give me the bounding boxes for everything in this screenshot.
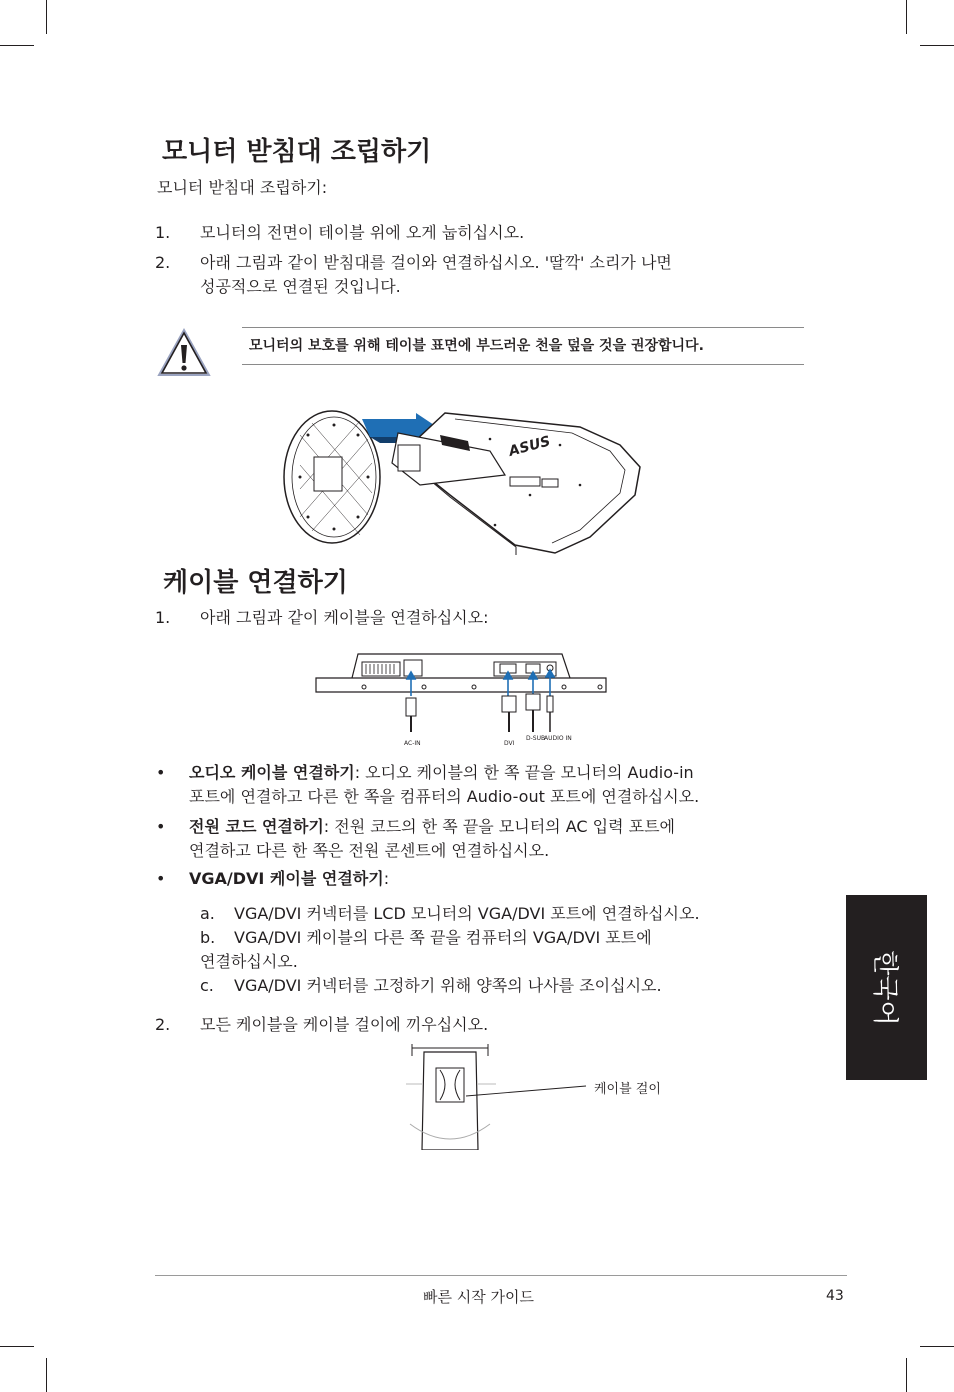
audio-in-label: AUDIO IN <box>544 735 572 742</box>
bullet-item <box>189 867 389 891</box>
step-text-continued: 성공적으로 연결된 것입니다. <box>200 277 401 296</box>
step-number: 2. <box>155 253 171 272</box>
sub-item-text: VGA/DVI 커넥터를 고정하기 위해 양쪽의 나사를 조이십시오. <box>234 976 662 995</box>
cable-holder-figure <box>400 1044 600 1150</box>
bullet-dot: • <box>156 763 166 782</box>
bullet-text: : 전원 코드의 한 쪽 끝을 모니터의 AC 입력 포트에 <box>323 817 676 836</box>
crop-mark <box>920 1346 954 1347</box>
intro-text: 모니터 받침대 조립하기: <box>157 178 328 197</box>
bullet-text: : <box>383 869 390 888</box>
bullet-item <box>189 815 675 839</box>
sub-item-label: a. <box>200 904 215 923</box>
step-number: 1. <box>155 223 171 242</box>
section-title-cables: 케이블 연결하기 <box>163 568 348 598</box>
page-number: 43 <box>826 1288 844 1304</box>
sub-item-text: VGA/DVI 케이블의 다른 쪽 끝을 컴퓨터의 VGA/DVI 포트에 <box>234 928 652 947</box>
sub-item-label: c. <box>200 976 214 995</box>
bullet-dot: • <box>156 869 166 888</box>
warning-icon <box>156 327 212 379</box>
bullet-title: VGA/DVI 케이블 연결하기 <box>189 869 384 888</box>
step-text: 모니터의 전면이 테이블 위에 오게 눕히십시오. <box>200 223 525 242</box>
sub-item-text: VGA/DVI 커넥터를 LCD 모니터의 VGA/DVI 포트에 연결하십시오. <box>234 904 700 923</box>
crop-mark <box>46 1358 47 1392</box>
ac-in-label: AC-IN <box>404 740 421 747</box>
asus-logo: ASUS <box>507 433 553 460</box>
cable-connection-figure <box>314 652 610 748</box>
dsub-label: D-SUB <box>526 735 546 742</box>
step-number: 2. <box>155 1015 171 1034</box>
crop-mark <box>0 1346 34 1347</box>
note-text: 모니터의 보호를 위해 테이블 표면에 부드러운 천을 덮을 것을 권장합니다. <box>249 338 704 354</box>
cable-holder-callout: 케이블 걸이 <box>594 1082 661 1097</box>
stand-assembly-figure <box>280 405 650 555</box>
bullet-title: 오디오 케이블 연결하기 <box>189 763 355 782</box>
step-text: 아래 그림과 같이 케이블을 연결하십시오: <box>200 608 489 627</box>
footer-title: 빠른 시작 가이드 <box>423 1288 534 1306</box>
footer-divider <box>155 1275 847 1276</box>
sub-item-label: b. <box>200 928 216 947</box>
language-tab <box>846 895 927 1080</box>
bullet-text-continued: 연결하고 다른 한 쪽은 전원 콘센트에 연결하십시오. <box>189 841 550 860</box>
bullet-title: 전원 코드 연결하기 <box>189 817 324 836</box>
bullet-text-continued: 포트에 연결하고 다른 한 쪽을 컴퓨터의 Audio-out 포트에 연결하십시오. <box>189 787 700 806</box>
step-text: 모든 케이블을 케이블 걸이에 끼우십시오. <box>200 1015 489 1034</box>
crop-mark <box>906 1358 907 1392</box>
dvi-label: DVI <box>504 740 515 747</box>
section-title-stand: 모니터 받침대 조립하기 <box>162 137 432 167</box>
crop-mark <box>920 45 954 46</box>
sub-item-text-continued: 연결하십시오. <box>200 952 298 971</box>
crop-mark <box>0 45 34 46</box>
step-number: 1. <box>155 608 171 627</box>
crop-mark <box>906 0 907 34</box>
note-box <box>242 327 804 365</box>
bullet-item <box>189 761 694 785</box>
bullet-dot: • <box>156 817 166 836</box>
crop-mark <box>46 0 47 34</box>
language-tab-label: 한국어 <box>869 949 899 1026</box>
bullet-text: : 오디오 케이블의 한 쪽 끝을 모니터의 Audio-in <box>354 763 694 782</box>
step-text: 아래 그림과 같이 받침대를 걸이와 연결하십시오. '딸깍' 소리가 나면 <box>200 253 672 272</box>
